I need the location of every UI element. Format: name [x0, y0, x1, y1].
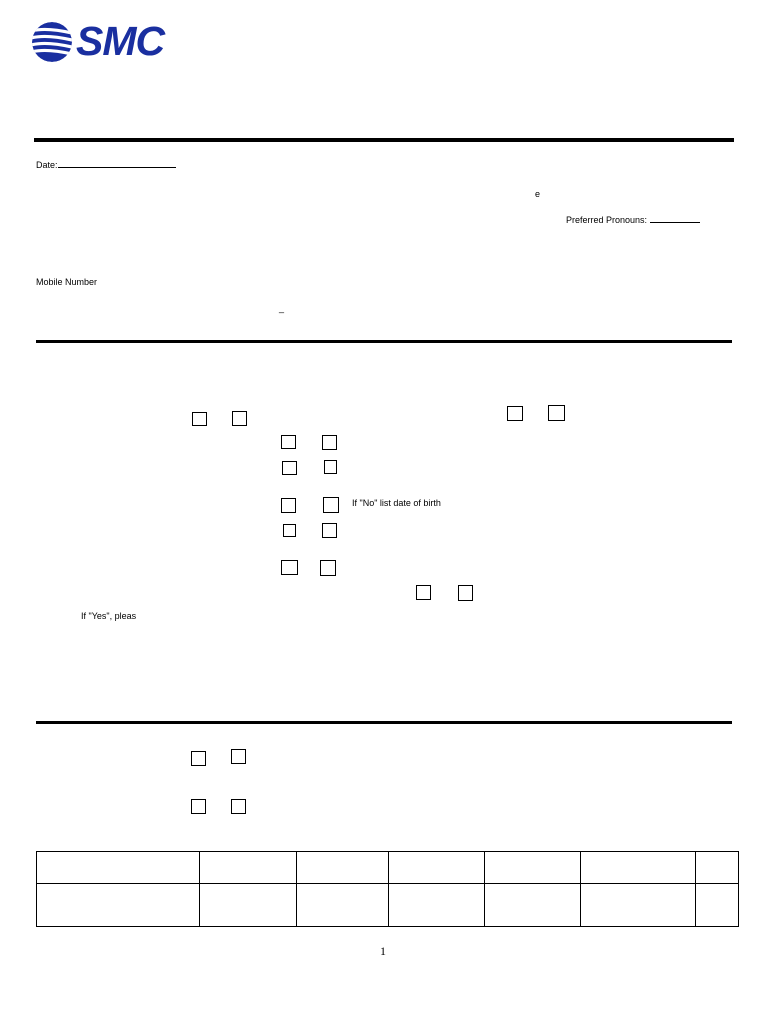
- info-table: [36, 851, 739, 927]
- page-number: 1: [380, 944, 386, 958]
- no-checkbox-row4[interactable]: [323, 497, 339, 513]
- no-checkbox-row5[interactable]: [322, 523, 337, 538]
- table-cell[interactable]: [696, 884, 739, 927]
- no-checkbox-row7[interactable]: [458, 585, 473, 601]
- table-cell[interactable]: [200, 884, 297, 927]
- table-row: [37, 852, 739, 884]
- smc-logo: [30, 20, 170, 64]
- header-divider: [34, 138, 734, 142]
- no-checkbox-row2[interactable]: [322, 435, 337, 450]
- table-row: [37, 884, 739, 927]
- preferred-pronouns-field[interactable]: [566, 213, 700, 226]
- table-cell[interactable]: [389, 852, 485, 884]
- no-checkbox-row3[interactable]: [324, 460, 337, 474]
- table-cell[interactable]: [297, 884, 389, 927]
- stray-dash: _: [279, 303, 285, 313]
- yes-checkbox-row3[interactable]: [282, 461, 297, 475]
- yes-please-note: If "Yes", pleas: [81, 611, 137, 621]
- no-checkbox-row1b[interactable]: [548, 405, 565, 421]
- table-cell[interactable]: [485, 884, 581, 927]
- yes-checkbox-row2[interactable]: [281, 435, 296, 449]
- date-blank-line[interactable]: [58, 158, 176, 168]
- no-checkbox-row6[interactable]: [320, 560, 336, 576]
- yes-checkbox-row1[interactable]: [192, 412, 207, 426]
- preferred-pronouns-blank-line[interactable]: [650, 213, 700, 223]
- yes-checkbox-row7[interactable]: [416, 585, 431, 600]
- table-cell[interactable]: [581, 852, 696, 884]
- yes-checkbox-row6[interactable]: [281, 560, 298, 575]
- table-cell[interactable]: [37, 852, 200, 884]
- table-cell[interactable]: [389, 884, 485, 927]
- no-checkbox-row8[interactable]: [231, 749, 246, 764]
- no-dob-note: If "No" list date of birth: [352, 498, 441, 508]
- no-checkbox-row1[interactable]: [232, 411, 247, 426]
- yes-checkbox-row9[interactable]: [191, 799, 206, 814]
- yes-checkbox-row1b[interactable]: [507, 406, 523, 421]
- table-cell[interactable]: [200, 852, 297, 884]
- table-cell[interactable]: [696, 852, 739, 884]
- yes-checkbox-row4[interactable]: [281, 498, 296, 513]
- date-field[interactable]: [36, 158, 176, 171]
- yes-checkbox-row5[interactable]: [283, 524, 296, 537]
- yes-checkbox-row8[interactable]: [191, 751, 206, 766]
- table-cell[interactable]: [485, 852, 581, 884]
- logo-text: SMC: [76, 18, 165, 64]
- table-cell[interactable]: [37, 884, 200, 927]
- table-cell[interactable]: [297, 852, 389, 884]
- date-label: Date:: [36, 160, 58, 170]
- section-divider-1: [36, 340, 732, 343]
- table-cell[interactable]: [581, 884, 696, 927]
- preferred-pronouns-label: Preferred Pronouns:: [566, 215, 648, 225]
- stray-text: e: [535, 189, 541, 199]
- no-checkbox-row9[interactable]: [231, 799, 246, 814]
- section-divider-2: [36, 721, 732, 724]
- mobile-number-label: Mobile Number: [36, 277, 98, 287]
